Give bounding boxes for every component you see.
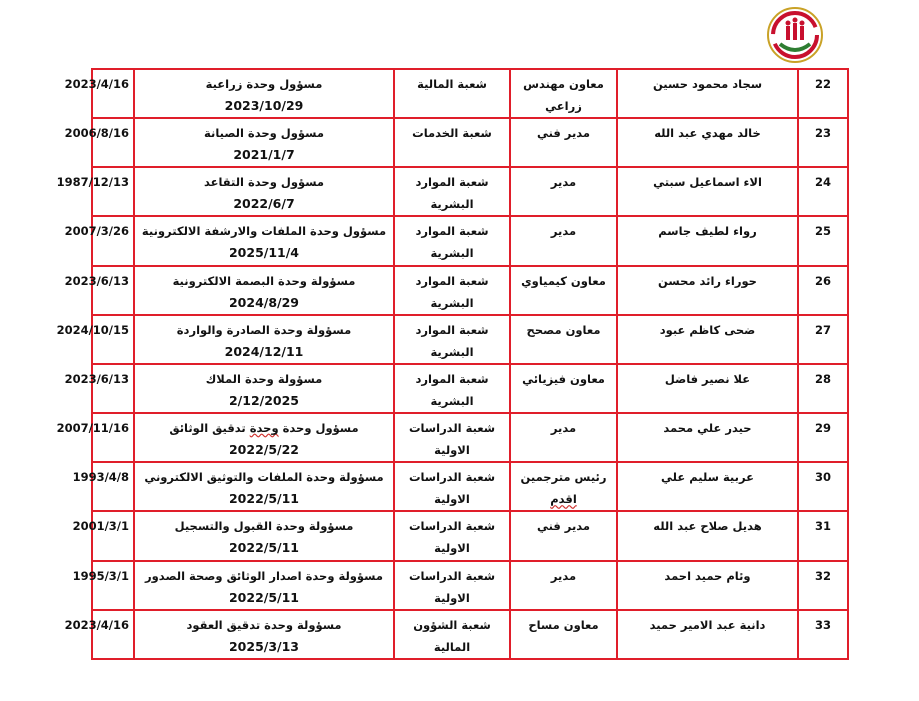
job-title: مدير xyxy=(510,167,617,216)
employee-name: الاء اسماعيل سبتي xyxy=(617,167,798,216)
appointment-date: 2001/3/1 xyxy=(92,511,134,560)
employee-name: رواء لطيف جاسم xyxy=(617,216,798,265)
job-title: معاون فيزيائي xyxy=(510,364,617,413)
department: شعبة الموارد البشرية xyxy=(394,216,510,265)
department: شعبة الدراسات الاولية xyxy=(394,462,510,511)
table-row xyxy=(92,364,848,413)
assigned-role: مسؤول وحدة الصيانة 2021/1/7 xyxy=(134,118,394,167)
assigned-role: مسؤول وحدة التقاعد 2022/6/7 xyxy=(134,167,394,216)
assigned-role: مسؤولة وحدة الصادرة والواردة 2024/12/11 xyxy=(134,315,394,364)
employee-name: حوراء رائد محسن xyxy=(617,266,798,315)
row-number: 22 xyxy=(798,69,848,118)
row-number: 26 xyxy=(798,266,848,315)
appointment-date: 2023/6/13 xyxy=(92,266,134,315)
job-title: رئيس مترجمين اقدم xyxy=(510,462,617,511)
employee-name: سجاد محمود حسين xyxy=(617,69,798,118)
assigned-role: مسؤولة وحدة القبول والتسجيل 2022/5/11 xyxy=(134,511,394,560)
department: شعبة الدراسات الاولية xyxy=(394,413,510,462)
table-row xyxy=(92,511,848,560)
assigned-role: مسؤولة وحدة الملفات والتوثيق الالكتروني 2022/5/11 xyxy=(134,462,394,511)
row-number: 25 xyxy=(798,216,848,265)
job-title: مدير xyxy=(510,413,617,462)
table-row xyxy=(92,462,848,511)
job-title: معاون مهندس زراعي xyxy=(510,69,617,118)
assigned-role: مسؤول وحدة زراعية 2023/10/29 xyxy=(134,69,394,118)
assigned-role: مسؤولة وحدة البصمة الالكترونية 2024/8/29 xyxy=(134,266,394,315)
employee-name: وئام حميد احمد xyxy=(617,561,798,610)
assigned-role: مسؤول وحدة وحدة تدقيق الوثائق 2022/5/22 xyxy=(134,413,394,462)
appointment-date: 2023/6/13 xyxy=(92,364,134,413)
row-number: 33 xyxy=(798,610,848,659)
job-title: مدير فني xyxy=(510,511,617,560)
employee-name: دانية عبد الامير حميد xyxy=(617,610,798,659)
job-title: معاون مصحح xyxy=(510,315,617,364)
spellcheck-flag: وحدة xyxy=(249,421,279,436)
department: شعبة الدراسات الاولية xyxy=(394,511,510,560)
row-number: 23 xyxy=(798,118,848,167)
table-row xyxy=(92,69,848,118)
table-row xyxy=(92,266,848,315)
assigned-role: مسؤولة وحدة الملاك 2/12/2025 xyxy=(134,364,394,413)
appointment-date: 1995/3/1 xyxy=(92,561,134,610)
row-number: 32 xyxy=(798,561,848,610)
department: شعبة الشؤون المالية xyxy=(394,610,510,659)
appointment-date: 2023/4/16 xyxy=(92,610,134,659)
table-row xyxy=(92,216,848,265)
job-title: مدير xyxy=(510,561,617,610)
job-title: مدير xyxy=(510,216,617,265)
appointment-date: 2006/8/16 xyxy=(92,118,134,167)
appointment-date: 1993/4/8 xyxy=(92,462,134,511)
appointment-date: 2023/4/16 xyxy=(92,69,134,118)
appointment-date: 2007/3/26 xyxy=(92,216,134,265)
row-number: 28 xyxy=(798,364,848,413)
department: شعبة الموارد البشرية xyxy=(394,167,510,216)
employee-name: خالد مهدي عبد الله xyxy=(617,118,798,167)
department: شعبة الموارد البشرية xyxy=(394,266,510,315)
department: شعبة الموارد البشرية xyxy=(394,315,510,364)
spellcheck-flag: اقدم xyxy=(550,492,577,507)
employee-name: هديل صلاح عبد الله xyxy=(617,511,798,560)
table-row xyxy=(92,167,848,216)
job-title: معاون مساح xyxy=(510,610,617,659)
table-row xyxy=(92,610,848,659)
employee-name: علا نصير فاضل xyxy=(617,364,798,413)
department: شعبة الخدمات xyxy=(394,118,510,167)
staff-table xyxy=(56,68,849,660)
employee-name: عربية سليم علي xyxy=(617,462,798,511)
employee-name: ضحى كاظم عبود xyxy=(617,315,798,364)
job-title: معاون كيمياوي xyxy=(510,266,617,315)
appointment-date: 1987/12/13 xyxy=(92,167,134,216)
table-row xyxy=(92,413,848,462)
appointment-date: 2024/10/15 xyxy=(92,315,134,364)
department: شعبة الموارد البشرية xyxy=(394,364,510,413)
department: شعبة المالية xyxy=(394,69,510,118)
job-title: مدير فني xyxy=(510,118,617,167)
employee-name: حيدر علي محمد xyxy=(617,413,798,462)
appointment-date: 2007/11/16 xyxy=(92,413,134,462)
row-number: 27 xyxy=(798,315,848,364)
assigned-role: مسؤول وحدة الملفات والارشفة الالكترونية 2025/11/4 xyxy=(134,216,394,265)
table-row xyxy=(92,315,848,364)
row-number: 24 xyxy=(798,167,848,216)
row-number: 31 xyxy=(798,511,848,560)
table-row xyxy=(92,118,848,167)
row-number: 30 xyxy=(798,462,848,511)
table-row xyxy=(92,561,848,610)
assigned-role: مسؤولة وحدة تدقيق العقود 2025/3/13 xyxy=(134,610,394,659)
institution-logo xyxy=(766,6,824,64)
assigned-role: مسؤولة وحدة اصدار الوثائق وصحة الصدور 2022/5/11 xyxy=(134,561,394,610)
department: شعبة الدراسات الاولية xyxy=(394,561,510,610)
row-number: 29 xyxy=(798,413,848,462)
